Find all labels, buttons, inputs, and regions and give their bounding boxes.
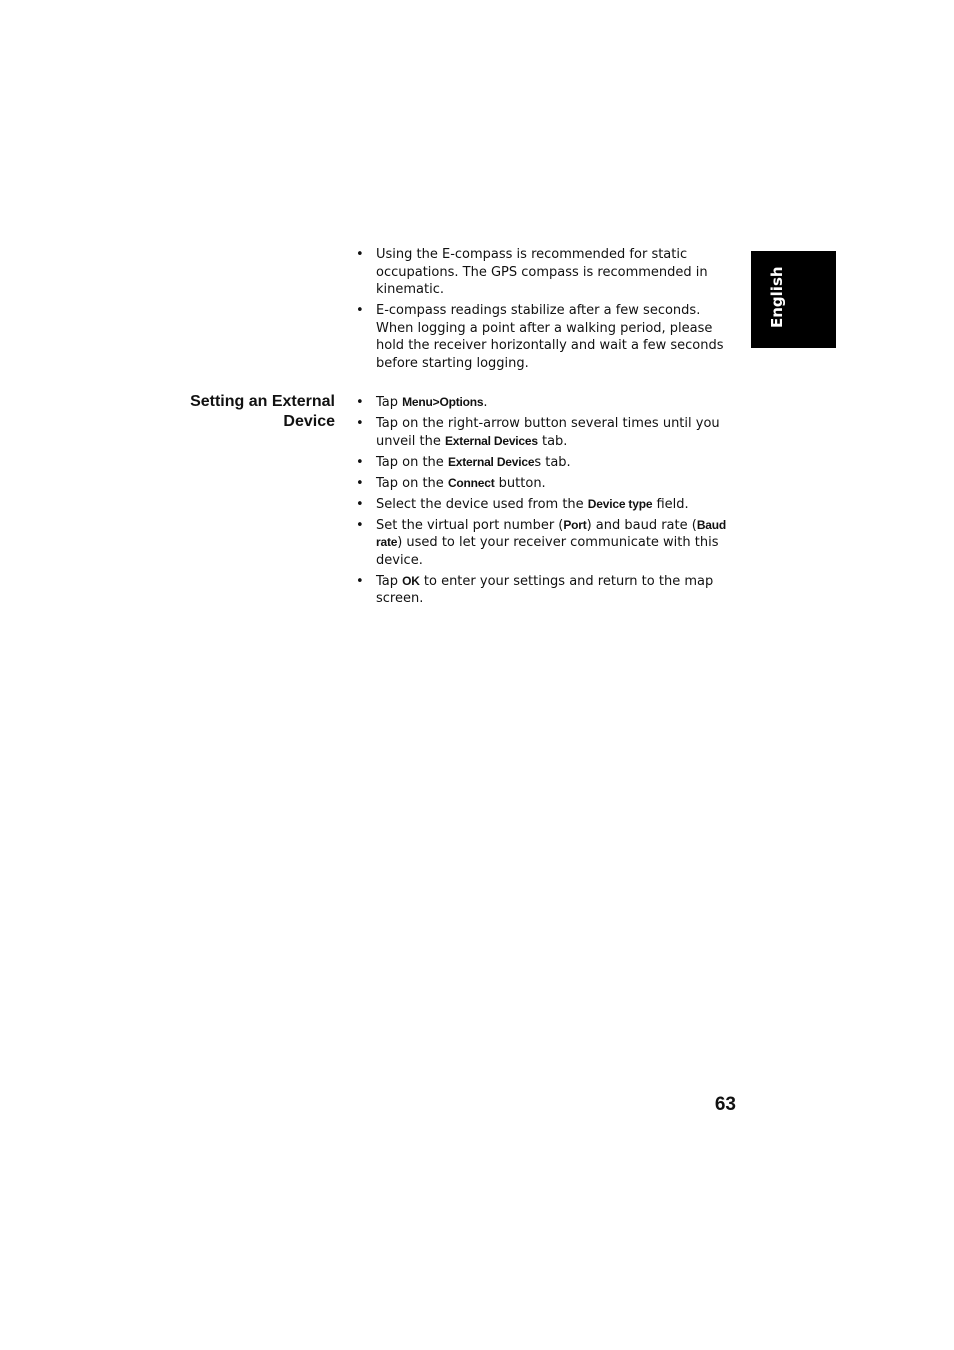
ui-term: External Device [447, 454, 535, 469]
external-device-steps-list [356, 394, 736, 611]
list-item: • Tap on the right-arrow button several times until you unveil the External Devices tab. [356, 415, 736, 450]
section-heading [150, 392, 335, 432]
section-heading-line: Device [283, 413, 335, 430]
list-item: • Tap on the External Devices tab. [356, 454, 736, 472]
list-item: • Tap OK to enter your settings and return to the map screen. [356, 573, 736, 608]
list-item: • Tap on the Connect button. [356, 475, 736, 493]
list-item: • Set the virtual port number (Port) and baud rate (Baud rate) used to let your receiver communicate with this device. [356, 517, 736, 570]
ui-term: Port [563, 517, 587, 532]
ui-term: Baud rate [376, 517, 727, 549]
list-item: • Tap Menu>Options. [356, 394, 736, 412]
language-tab-label: English [768, 266, 786, 328]
language-tab [751, 251, 836, 348]
ui-term: OK [402, 573, 420, 588]
compass-notes-list [356, 246, 736, 376]
list-item: • Select the device used from the Device type field. [356, 496, 736, 514]
ui-term: Connect [447, 475, 495, 490]
list-item: • Using the E-compass is recommended for static occupations. The GPS compass is recommended in kinematic. [356, 246, 736, 299]
ui-term: External Devices [445, 433, 538, 448]
ui-term: Menu>Options [402, 395, 484, 409]
ui-term: Device type [587, 496, 653, 511]
section-heading-line: Setting an External [190, 393, 335, 410]
list-item: • E-compass readings stabilize after a few seconds. When logging a point after a walking period, please hold the receiver horizontally and wait a few seconds before starting logging. [356, 302, 736, 372]
page-number: 63 [714, 1094, 736, 1115]
